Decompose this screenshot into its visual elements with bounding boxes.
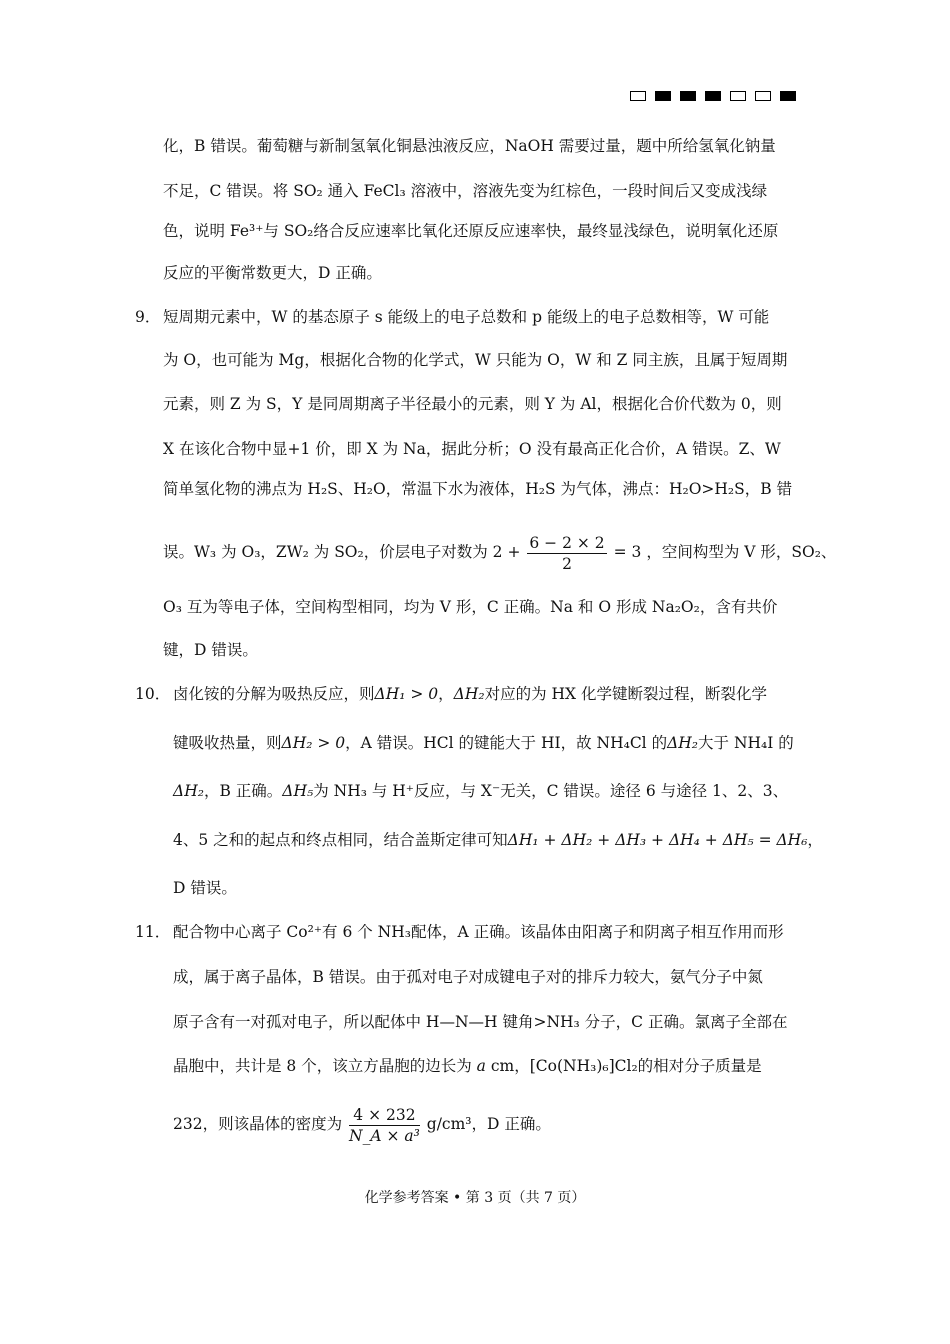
text-line: 配合物中心离子 Co²⁺有 6 个 NH₃配体，A 正确。该晶体由阳离子和阴离子相互作用而形 bbox=[173, 923, 784, 941]
header-mark bbox=[780, 91, 796, 101]
formula-span: ΔH₂ bbox=[453, 685, 485, 703]
fraction-numerator: 6 − 2 × 2 bbox=[529, 533, 605, 552]
fraction-denominator: 2 bbox=[562, 554, 572, 573]
text-line: D 错误。 bbox=[173, 879, 237, 897]
text-line: 为 O，也可能为 Mg，根据化合物的化学式，W 只能为 O，W 和 Z 同主族，且属于短周期 bbox=[163, 351, 788, 369]
text-line: 简单氢化物的沸点为 H₂S、H₂O，常温下水为液体，H₂S 为气体，沸点：H₂O>H₂S，B 错 bbox=[163, 480, 793, 498]
formula-lead: 2 + bbox=[492, 543, 521, 561]
text-line: 色，说明 Fe³⁺与 SO₂络合反应速率比氧化还原反应速率快，最终显浅绿色，说明氧化还原 bbox=[163, 222, 779, 240]
formula-span: [Co(NH₃)₆]Cl₂ bbox=[529, 1057, 638, 1075]
text-line bbox=[173, 781, 788, 801]
header-mark bbox=[755, 91, 771, 101]
formula-span: ΔH₂ > 0 bbox=[281, 734, 346, 752]
text-span: ，A 错误。HCl 的键能大于 HI，故 NH₄Cl 的 bbox=[345, 734, 668, 752]
text-line bbox=[173, 1056, 762, 1076]
item-number: 10． bbox=[135, 685, 171, 703]
formula-span: ΔH₂ bbox=[173, 782, 204, 800]
variable-a: a bbox=[476, 1057, 486, 1075]
fraction bbox=[527, 534, 606, 573]
text-span: 键吸收热量，则 bbox=[173, 734, 282, 752]
text-span: ， bbox=[807, 831, 823, 849]
text-line bbox=[173, 830, 823, 850]
header-mark bbox=[655, 91, 671, 101]
fraction-denominator: N_A × a³ bbox=[349, 1126, 420, 1145]
text-line: X 在该化合物中显+1 价，即 X 为 Na，据此分析；O 没有最高正化合价，A 错误。Z、W bbox=[163, 440, 781, 458]
text-line: O₃ 互为等电子体，空间构型相同，均为 V 形，C 正确。Na 和 O 形成 Na₂O₂，含有共价 bbox=[163, 598, 778, 616]
text-line: 原子含有一对孤对电子，所以配体中 H—N—H 键角>NH₃ 分子，C 正确。氯离子全部在 bbox=[173, 1013, 788, 1031]
item-number: 11． bbox=[135, 923, 171, 941]
text-span: ，D 正确。 bbox=[471, 1115, 551, 1133]
text-line: 键，D 错误。 bbox=[163, 641, 258, 659]
text-span: 大于 NH₄I 的 bbox=[698, 734, 794, 752]
formula-span: ΔH₅ bbox=[282, 782, 314, 800]
text-line-fraction bbox=[163, 530, 836, 574]
item-number: 9． bbox=[135, 308, 161, 326]
text-line: 化，B 错误。葡萄糖与新制氢氧化铜悬浊液反应，NaOH 需要过量，题中所给氢氧化钠量 bbox=[163, 137, 776, 155]
text-line: 元素，则 Z 为 S，Y 是同周期离子半径最小的元素，则 Y 为 Al，根据化合价代数为 0，则 bbox=[163, 395, 782, 413]
header-mark bbox=[680, 91, 696, 101]
unit-span: g/cm³ bbox=[426, 1115, 472, 1133]
text-line: 反应的平衡常数更大，D 正确。 bbox=[163, 264, 382, 282]
formula-span: ΔH₁ > 0 bbox=[374, 685, 439, 703]
page-footer: 化学参考答案 • 第 3 页（共 7 页） bbox=[364, 1190, 586, 1206]
fraction-numerator: 4 × 232 bbox=[349, 1106, 420, 1126]
header-mark bbox=[630, 91, 646, 101]
text-line: 成，属于离子晶体，B 错误。由于孤对电子对成键电子对的排斥力较大，氨气分子中氮 bbox=[173, 968, 763, 986]
text-line bbox=[173, 684, 767, 704]
text-span: 晶胞中，共计是 8 个，该立方晶胞的边长为 bbox=[173, 1057, 472, 1075]
text-span: 对应的为 HX 化学键断裂过程，断裂化学 bbox=[484, 685, 768, 703]
fraction bbox=[349, 1106, 420, 1145]
text-span: 4、5 之和的起点和终点相同，结合盖斯定律可知 bbox=[173, 831, 508, 849]
header-marks bbox=[630, 91, 796, 101]
header-mark bbox=[730, 91, 746, 101]
text-span: 232，则该晶体的密度为 bbox=[173, 1115, 343, 1133]
text-line: 不足，C 错误。将 SO₂ 通入 FeCl₃ 溶液中，溶液先变为红棕色，一段时间后又变成浅绿 bbox=[163, 182, 768, 200]
text-span: 卤化铵的分解为吸热反应，则 bbox=[173, 685, 375, 703]
text-line-fraction bbox=[173, 1102, 551, 1146]
text-span: cm， bbox=[490, 1057, 530, 1075]
text-line bbox=[173, 733, 794, 753]
text-span: ，B 正确。 bbox=[203, 782, 283, 800]
text-line: 短周期元素中，W 的基态原子 s 能级上的电子总数和 p 能级上的电子总数相等，W 可能 bbox=[163, 308, 770, 326]
formula-span: ΔH₂ bbox=[667, 734, 699, 752]
formula-span: ΔH₁ + ΔH₂ + ΔH₃ + ΔH₄ + ΔH₅ = ΔH₆ bbox=[507, 831, 808, 849]
text-span: 为 NH₃ 与 H⁺反应，与 X⁻无关，C 错误。途径 6 与途径 1、2、3、 bbox=[313, 782, 789, 800]
formula-tail: = 3 bbox=[613, 543, 642, 561]
text-span: 的相对分子质量是 bbox=[637, 1057, 762, 1075]
text-span: ， bbox=[438, 685, 454, 703]
text-span: ，空间构型为 V 形，SO₂、 bbox=[646, 543, 837, 561]
header-mark bbox=[705, 91, 721, 101]
text-span: 误。W₃ 为 O₃，ZW₂ 为 SO₂，价层电子对数为 bbox=[163, 543, 488, 561]
